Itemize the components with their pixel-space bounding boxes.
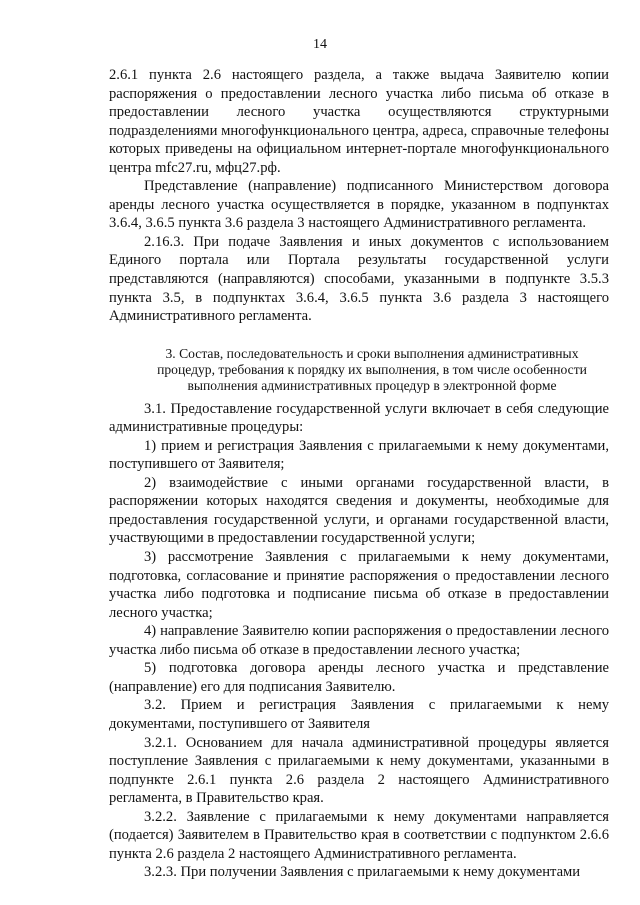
list-item-1: 1) прием и регистрация Заявления с прилагаемыми к нему документами, поступившего от Заявителя;	[109, 437, 609, 473]
paragraph-3-1: 3.1. Предоставление государственной услуги включает в себя следующие административные процедуры:	[109, 400, 609, 436]
paragraph-2-16-3: 2.16.3. При подаче Заявления и иных документов с использованием Единого портала или Портала результаты государственной услуги представляются (направляются) способами, указанными в подпункте 3.5.3 пункта 3.5, в подпунктах 3.6.4, 3.6.5 пункта 3.6 раздела 3 настоящего Административного регламента.	[109, 233, 609, 325]
paragraph-lease-contract-delivery: Представление (направление) подписанного Министерством договора аренды лесного участка осуществляется в порядке, указанном в подпунктах 3.6.4, 3.6.5 пункта 3.6 раздела 3 настоящего Административного регламента.	[109, 178, 609, 232]
page-number: 14	[313, 37, 327, 52]
paragraph-continuation: 2.6.1 пункта 2.6 настоящего раздела, а также выдача Заявителю копии распоряжения о предоставлении лесного участка либо письма об отказе в предоставлении лесного участка осуществляются структурными подразделениями многофункционального центра, адреса, справочные телефоны которых приведены на официальном интернет-портале многофункционального центра mfc27.ru, мфц27.рф.	[109, 67, 609, 176]
list-item-4: 4) направление Заявителю копии распоряжения о предоставлении лесного участка либо письма об отказе в предоставлении лесного участка;	[109, 623, 609, 658]
list-item-2: 2) взаимодействие с иными органами государственной власти, в распоряжении которых находятся сведения и документы, необходимые для предоставления государственной услуги, и органами государственной власти, участвующими в предоставлении государственной услуги;	[109, 474, 609, 547]
section-3-heading: 3. Состав, последовательность и сроки выполнения административных процедур, требования к порядку их выполнения, в том числе особенности выполнения административных процедур в электронной форме	[157, 345, 587, 393]
list-item-5: 5) подготовка договора аренды лесного участка и представление (направление) его для подписания Заявителю.	[109, 660, 609, 695]
subsection-3-2-title: 3.2. Прием и регистрация Заявления с прилагаемыми к нему документами, поступившего от Заявителя	[109, 697, 609, 732]
paragraph-3-2-3: 3.2.3. При получении Заявления с прилагаемыми к нему документами	[144, 864, 581, 881]
paragraph-3-2-2: 3.2.2. Заявление с прилагаемыми к нему документами направляется (подается) Заявителем в Правительство края в соответствии с подпунктом 2.6.6 пункта 2.6 раздела 2 настоящего Административного регламента.	[109, 808, 609, 862]
document-body	[109, 66, 609, 882]
paragraph-3-2-1: 3.2.1. Основанием для начала административной процедуры является поступление Заявления с прилагаемыми к нему документами, указанными в подпункте 2.6.1 пункта 2.6 раздела 2 настоящего Административного регламента, в Правительство края.	[109, 734, 609, 807]
list-item-3: 3) рассмотрение Заявления с прилагаемыми к нему документами, подготовка, согласование и принятие распоряжения о предоставлении лесного участка либо подготовка и подписание письма об отказе в предоставлении лесного участка;	[109, 549, 609, 621]
